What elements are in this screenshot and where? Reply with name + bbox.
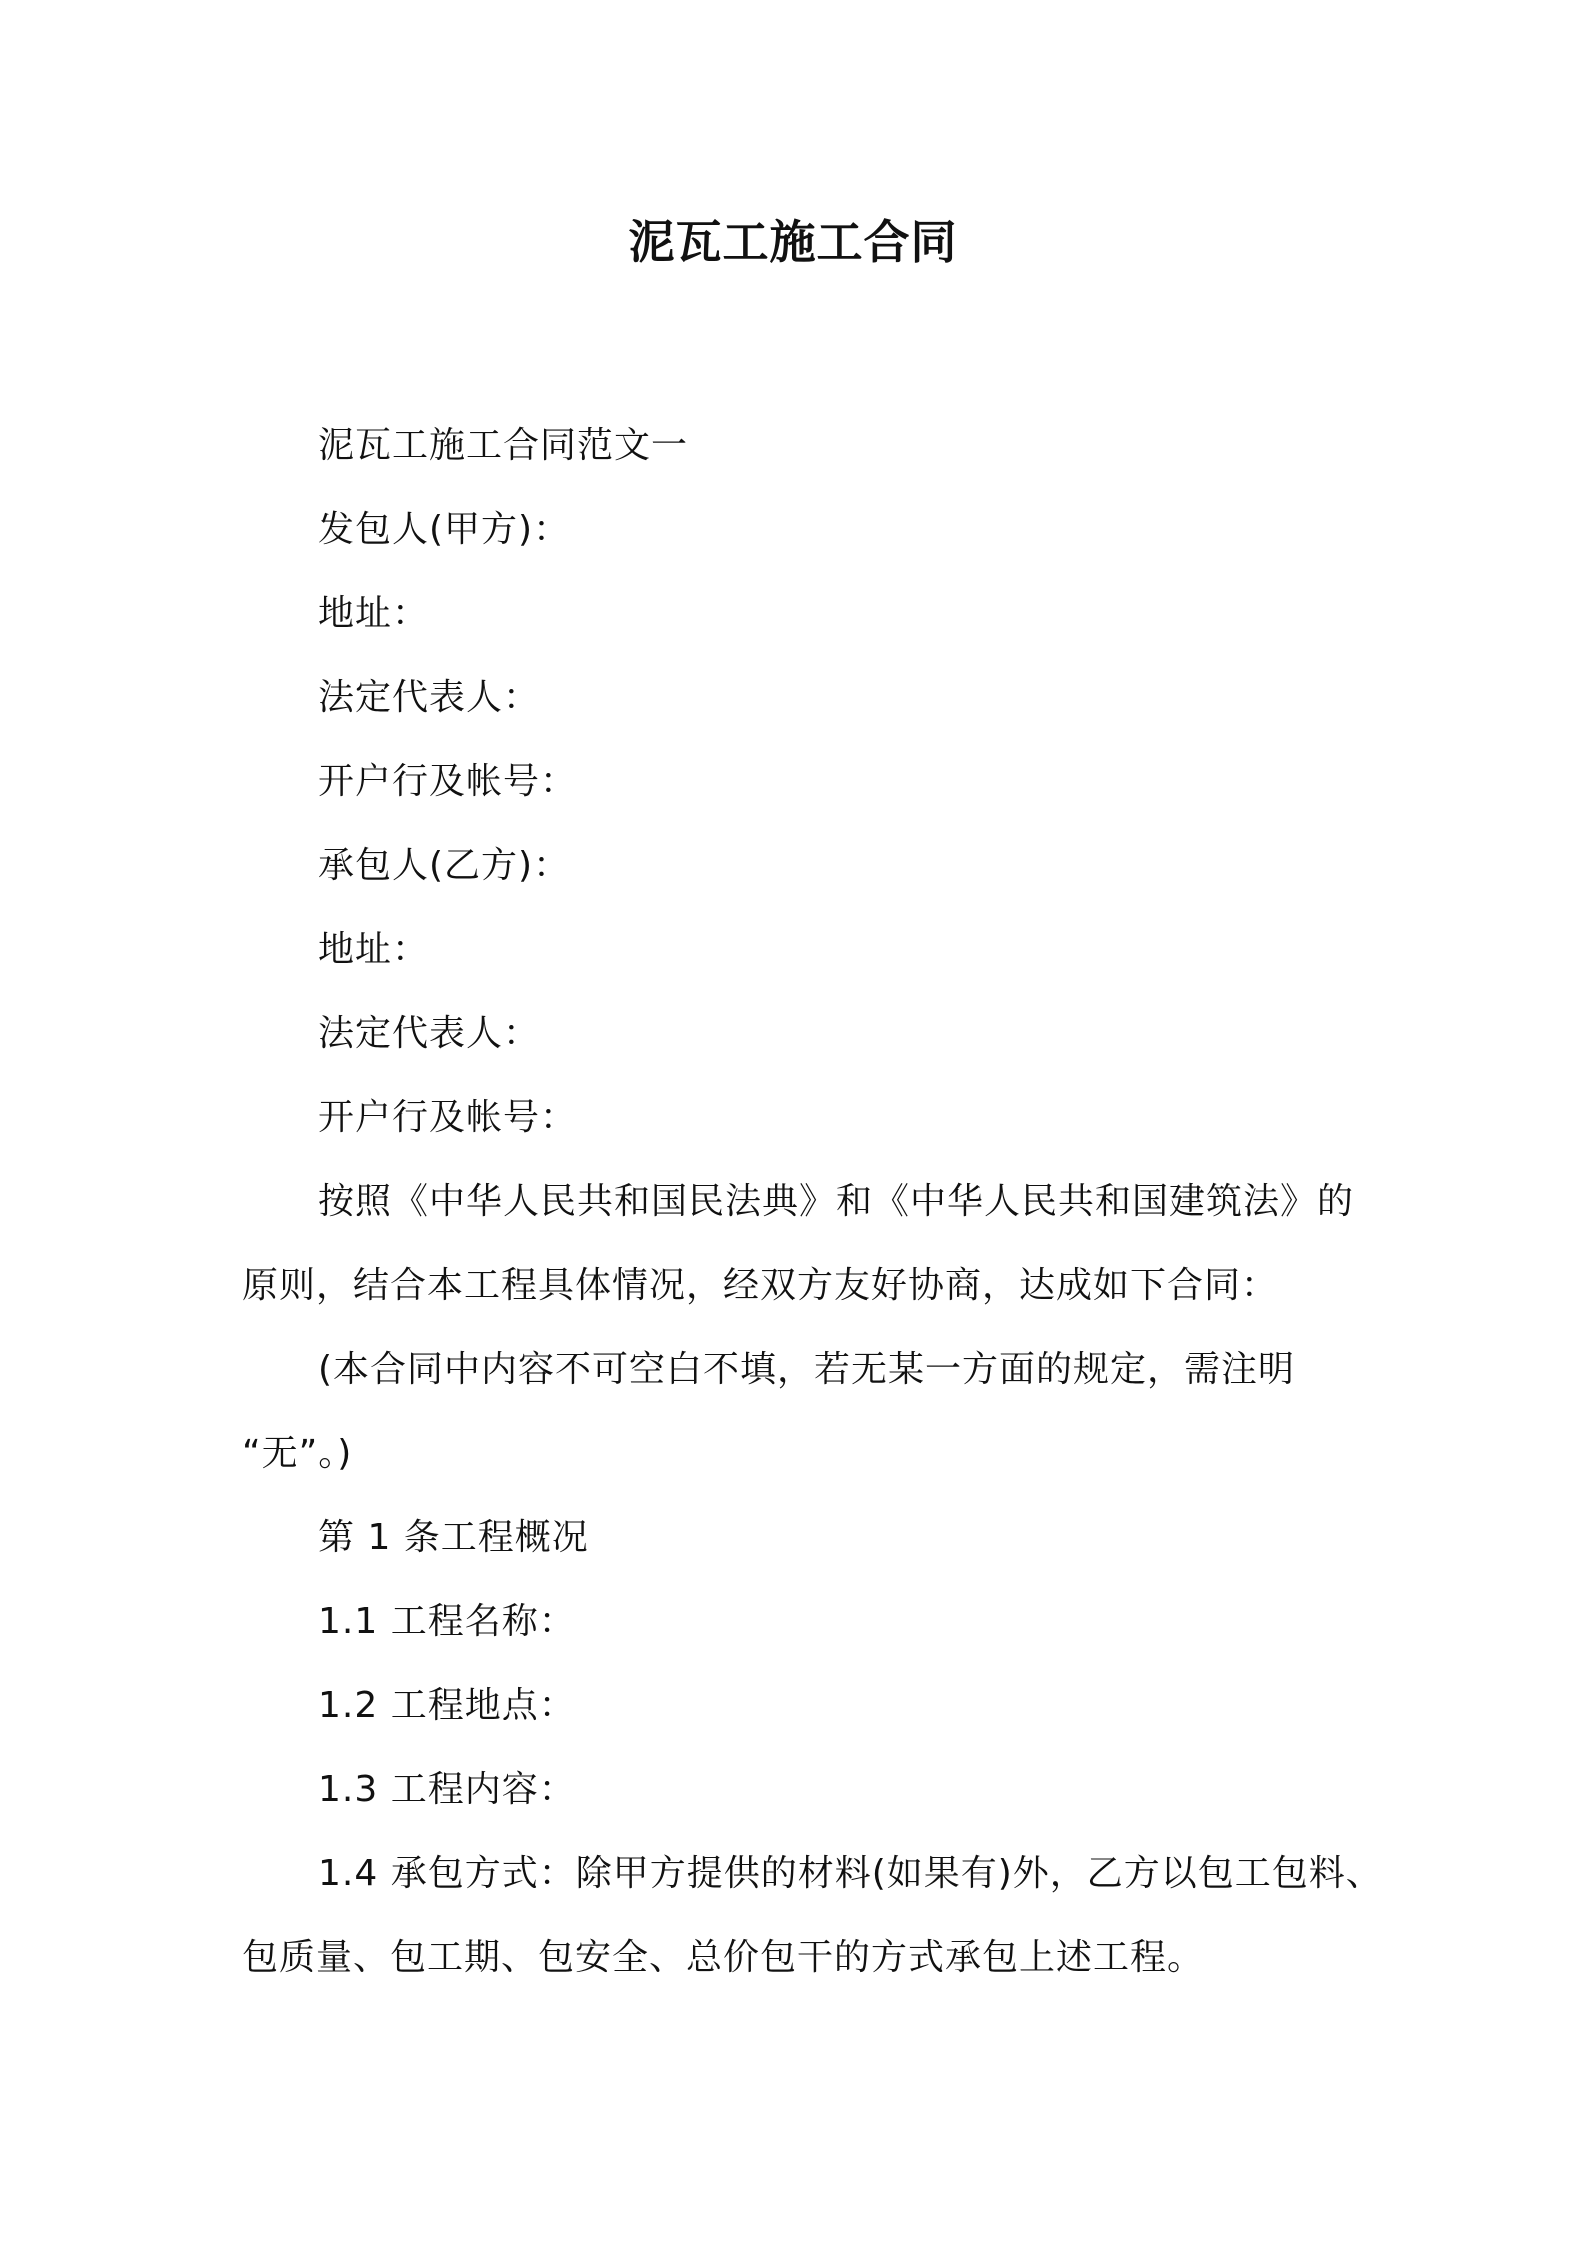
paragraph-line: 地址： <box>318 593 430 634</box>
paragraph-line: 泥瓦工施工合同范文一 <box>318 425 689 466</box>
paragraph-line: 地址： <box>318 929 430 970</box>
paragraph-line: 法定代表人： <box>318 1013 541 1054</box>
paragraph-line: 1.3 工程内容： <box>318 1769 576 1810</box>
paragraph-line: 承包人(乙方)： <box>318 845 571 886</box>
paragraph-line: 按照《中华人民共和国民法典》和《中华人民共和国建筑法》的 <box>318 1181 1355 1222</box>
document-title: 泥瓦工施工合同 <box>628 215 958 269</box>
paragraph-line: (本合同中内容不可空白不填，若无某一方面的规定，需注明 <box>318 1349 1296 1390</box>
paragraph-line: 开户行及帐号： <box>318 761 578 802</box>
paragraph-line: 发包人(甲方)： <box>318 509 571 550</box>
paragraph-line: 法定代表人： <box>318 677 541 718</box>
paragraph-line: 1.2 工程地点： <box>318 1685 576 1726</box>
document-body <box>242 404 1383 2000</box>
paragraph-line: 1.1 工程名称： <box>318 1601 576 1642</box>
paragraph-line: 原则，结合本工程具体情况，经双方友好协商，达成如下合同： <box>242 1265 1279 1306</box>
paragraph-line: 包质量、包工期、包安全、总价包干的方式承包上述工程。 <box>242 1937 1205 1978</box>
paragraph-line: “无”。) <box>242 1433 353 1474</box>
paragraph-line: 1.4 承包方式：除甲方提供的材料(如果有)外，乙方以包工包料、 <box>318 1853 1383 1894</box>
paragraph-line: 开户行及帐号： <box>318 1097 578 1138</box>
section-heading: 第 1 条工程概况 <box>318 1517 589 1558</box>
